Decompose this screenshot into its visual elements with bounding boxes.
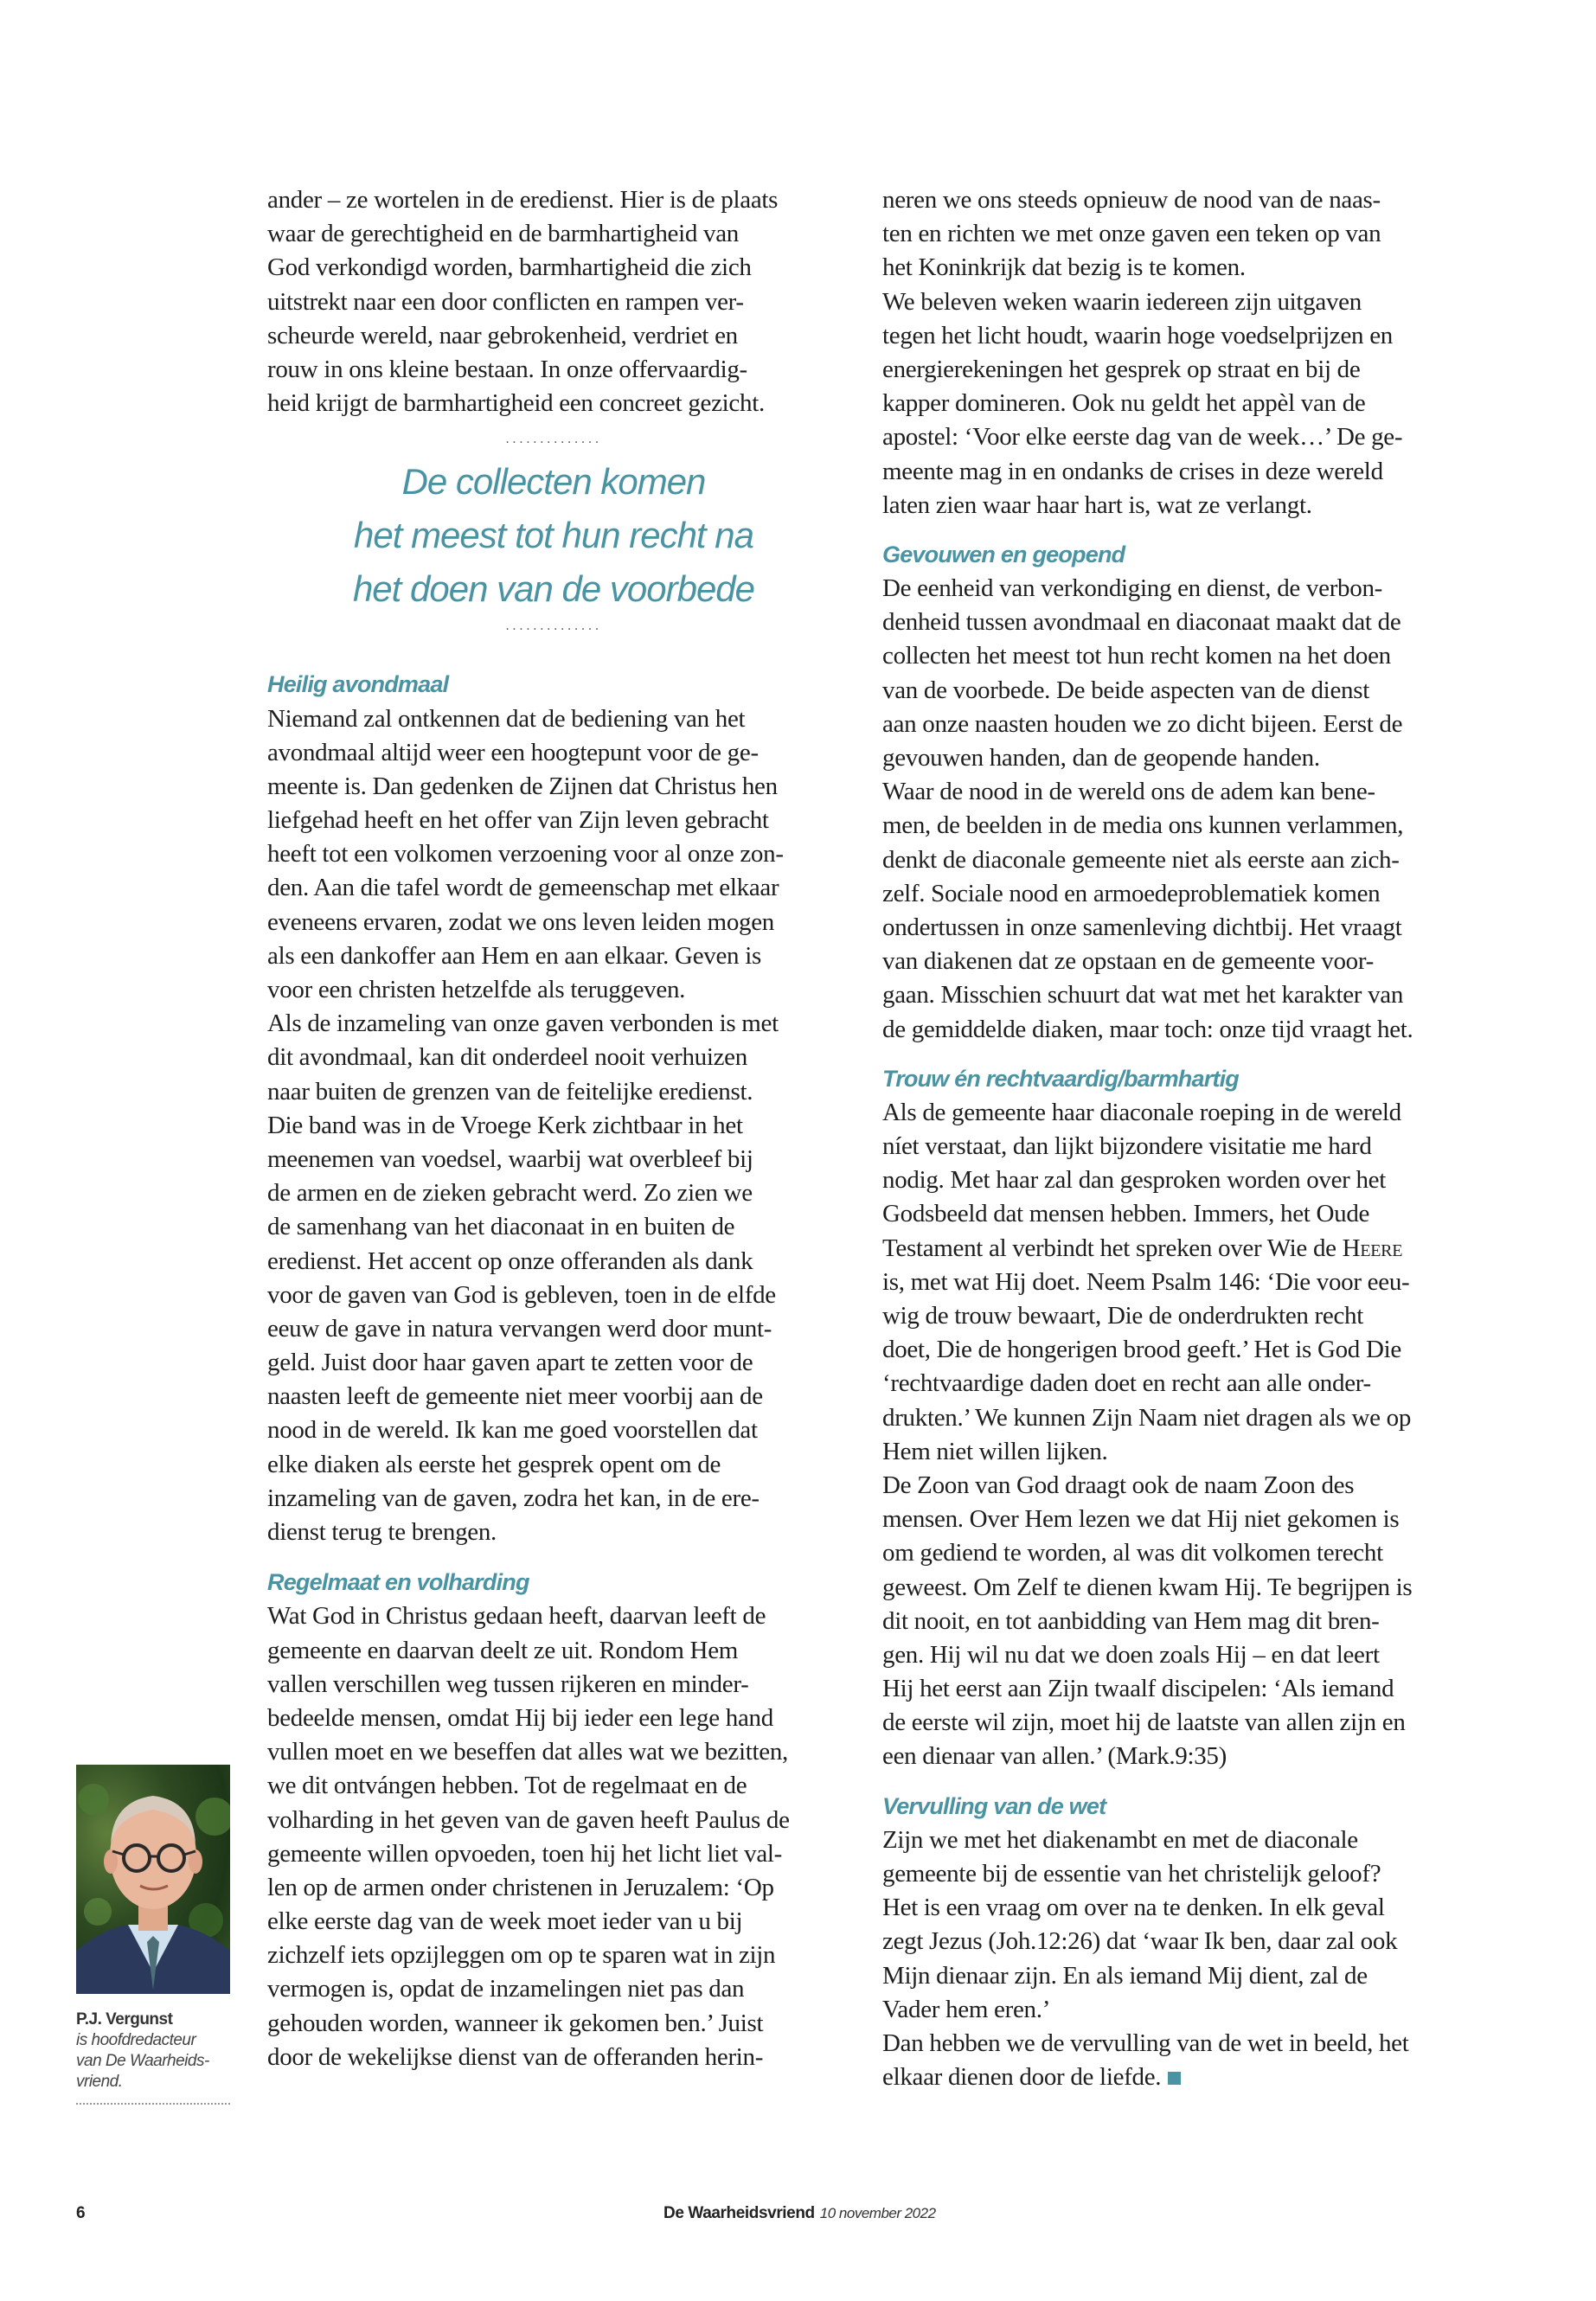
text-line: ten en richten we met onze gaven een teken op van xyxy=(882,220,1381,248)
text-line: naar buiten de grenzen van de feitelijke eredienst. xyxy=(267,1077,753,1106)
section-heading: Gevouwen en geopend xyxy=(882,541,1125,567)
section-gevouwen-en-geopend xyxy=(882,538,1464,1047)
text-line: om gediend te worden, al was dit volkomen terecht xyxy=(882,1539,1383,1567)
text-line: de samenhang van het diaconaat in en buiten de xyxy=(267,1213,735,1241)
text-line: meenemen van voedsel, waarbij wat overbleef bij xyxy=(267,1144,753,1173)
text-line: gaan. Misschien schuurt dat wat met het karakter van xyxy=(882,981,1404,1009)
text-line: gemeente willen opvoeden, toen hij het licht liet val- xyxy=(267,1839,783,1868)
text-line: naasten leeft de gemeente niet meer voorbij aan de xyxy=(267,1382,763,1411)
text-line: waar de gerechtigheid en de barmhartigheid van xyxy=(267,220,740,248)
pull-quote-line: De collecten komen xyxy=(401,461,706,503)
text-line: vullen moet en we beseffen dat alles wat we bezitten, xyxy=(267,1738,788,1766)
text-line: uitstrekt naar een door conflicten en rampen ver- xyxy=(267,287,744,316)
text-line: rouw in ons kleine bestaan. In onze offervaardig- xyxy=(267,355,747,383)
text-line: tegen het licht houdt, waarin hoge voedselprijzen en xyxy=(882,321,1393,349)
text-line: mensen. Over Hem lezen we dat Hij niet gekomen is xyxy=(882,1505,1400,1534)
text-line: eeuw de gave in natura vervangen werd door munt- xyxy=(267,1314,772,1343)
section-heilig-avondmaal xyxy=(267,668,840,1549)
text-line: door de wekelijkse dienst van de offeranden herin- xyxy=(267,2042,764,2071)
text-line: Hij het eerst aan Zijn twaalf discipelen: ‘Als iemand xyxy=(882,1675,1394,1703)
text-line: meente is. Dan gedenken de Zijnen dat Christus hen xyxy=(267,772,778,800)
text-line: den. Aan die tafel wordt de gemeenschap met elkaar xyxy=(267,874,779,902)
text-line: de eerste wil zijn, moet hij de laatste van allen zijn en xyxy=(882,1708,1406,1737)
text-line: elke diaken als eerste het gesprek opent om de xyxy=(267,1450,721,1478)
text-line: vermogen is, opdat de inzamelingen niet pas dan xyxy=(267,1975,745,2003)
text-line: denkt de diaconale gemeente niet als eerste aan zich- xyxy=(882,845,1400,874)
pull-quote-divider-top: .............. xyxy=(505,433,602,447)
text-line: inzameling van de gaven, zodra het kan, in de ere- xyxy=(267,1484,760,1512)
text-line: een dienaar van allen.’ (Mark.9:35) xyxy=(882,1742,1227,1771)
text-line: kapper domineren. Ook nu geldt het appèl van de xyxy=(882,389,1366,418)
text-line: neren we ons steeds opnieuw de nood van de naas- xyxy=(882,186,1381,214)
text-line: heeft tot een volkomen verzoening voor al onze zon- xyxy=(267,840,784,868)
end-of-article-square-icon xyxy=(1168,2072,1181,2085)
section-body xyxy=(267,1599,840,2074)
pull-quote xyxy=(267,429,840,642)
text-line: geld. Juist door haar gaven apart te zetten voor de xyxy=(267,1349,753,1377)
text-line: níet verstaat, dan lijkt bijzondere visitatie me hard xyxy=(882,1132,1372,1161)
text-line: eveneens ervaren, zodat we ons leven leiden mogen xyxy=(267,907,774,936)
text-line: Vader hem eren.’ xyxy=(882,1995,1051,2023)
text-line: gevouwen handen, dan de geopende handen. xyxy=(882,744,1320,772)
text-line: dienst terug te brengen. xyxy=(267,1518,497,1546)
text-line: elkaar dienen door de liefde. xyxy=(882,2061,1464,2094)
text-line: heid krijgt de barmhartigheid een concreet gezicht. xyxy=(267,389,765,418)
section-heading: Trouw én rechtvaardig/barmhartig xyxy=(882,1065,1240,1092)
text-line: de gemiddelde diaken, maar toch: onze tijd vraagt het. xyxy=(882,1015,1413,1043)
text-line: het Koninkrijk dat bezig is te komen. xyxy=(882,253,1246,282)
text-line: vallen verschillen weg tussen rijkeren en minder- xyxy=(267,1670,749,1698)
text-line: collecten het meest tot hun recht komen na het doen xyxy=(882,642,1391,670)
section-heading: Regelmaat en volharding xyxy=(267,1569,529,1596)
intro-paragraph xyxy=(882,183,1464,522)
text-line: liefgehad heeft en het offer van Zijn leven gebracht xyxy=(267,806,769,835)
text-line: van de voorbede. De beide aspecten van de dienst xyxy=(882,676,1369,704)
text-line: Als de gemeente haar diaconale roeping in de wereld xyxy=(882,1098,1401,1126)
text-line: we dit ontvángen hebben. Tot de regelmaat en de xyxy=(267,1772,747,1800)
section-heading: Heilig avondmaal xyxy=(267,671,449,698)
text-line: gehouden worden, wanneer ik gekomen ben.’ Juist xyxy=(267,2009,764,2037)
text-line: Niemand zal ontkennen dat de bediening van het xyxy=(267,704,746,733)
section-body xyxy=(882,1823,1464,2095)
text-line: de armen en de zieken gebracht werd. Zo zien we xyxy=(267,1179,753,1208)
text-line: ondertussen in onze samenleving dichtbij. Het vraagt xyxy=(882,913,1402,941)
text-line: Godsbeeld dat mensen hebben. Immers, het Oude xyxy=(882,1200,1370,1228)
text-line: men, de beelden in de media ons kunnen verlammen, xyxy=(882,811,1404,840)
text-line: drukten.’ We kunnen Zijn Naam niet dragen als we op xyxy=(882,1403,1412,1432)
author-name: P.J. Vergunst xyxy=(76,2010,173,2029)
portrait-illustration-icon xyxy=(76,1765,230,1994)
text-line: dit avondmaal, kan dit onderdeel nooit verhuizen xyxy=(267,1043,747,1072)
author-photo xyxy=(76,1765,230,1994)
text-line: aan onze naasten houden we zo dicht bijeen. Eerst de xyxy=(882,709,1403,738)
text-line: wig de trouw bewaart, Die de onderdrukten recht xyxy=(882,1302,1364,1330)
text-line: laten zien waar haar hart is, wat ze verlangt. xyxy=(882,490,1312,519)
text-line: gemeente en daarvan deelt ze uit. Rondom Hem xyxy=(267,1636,739,1664)
text-line: nood in de wereld. Ik kan me goed voorstellen dat xyxy=(267,1416,758,1445)
section-heading: Vervulling van de wet xyxy=(882,1792,1106,1819)
publication-date: 10 november 2022 xyxy=(819,2205,936,2221)
author-role-line: van De Waarheids- xyxy=(76,2052,209,2070)
section-body xyxy=(267,702,840,1550)
text-line: gen. Hij wil nu dat we doen zoals Hij – en dat leert xyxy=(882,1640,1380,1669)
text-line: De Zoon van God draagt ook de naam Zoon des xyxy=(882,1471,1355,1499)
pull-quote-line: het meest tot hun recht na xyxy=(354,515,753,556)
text-line: als een dankoffer aan Hem en aan elkaar. Geven is xyxy=(267,941,761,970)
section-trouw-en-rechtvaardig xyxy=(882,1062,1464,1774)
section-regelmaat-en-volharding xyxy=(267,1566,840,2074)
text-line: zichzelf iets opzijleggen om op te sparen wat in zijn xyxy=(267,1941,776,1970)
text-line: len op de armen onder christenen in Jeruzalem: ‘Op xyxy=(267,1873,774,1901)
small-caps-word: Heere xyxy=(1342,1234,1403,1262)
section-vervulling-van-de-wet xyxy=(882,1790,1464,2095)
text-line: Zijn we met het diakenambt en met de diaconale xyxy=(882,1825,1358,1854)
text-line: De eenheid van verkondiging en dienst, de verbon- xyxy=(882,574,1383,603)
text-line: van diakenen dat ze opstaan en de gemeente voor- xyxy=(882,947,1374,976)
text-line: dit nooit, en tot aanbidding van Hem mag dit bren- xyxy=(882,1606,1380,1635)
page-number: 6 xyxy=(76,2204,86,2222)
text-line: geweest. Om Zelf te dienen kwam Hij. Te begrijpen is xyxy=(882,1573,1413,1601)
section-body xyxy=(882,572,1464,1047)
text-line: voor een christen hetzelfde als teruggeven. xyxy=(267,976,686,1003)
text-line: Dan hebben we de vervulling van de wet in beeld, het xyxy=(882,2029,1409,2057)
text-line: Waar de nood in de wereld ons de adem kan bene- xyxy=(882,778,1375,806)
right-column xyxy=(882,183,1464,2094)
text-line: ‘rechtvaardige daden doet en recht aan alle onder- xyxy=(882,1369,1371,1398)
text-line: nodig. Met haar zal dan gesproken worden over het xyxy=(882,1166,1387,1195)
text-line: Mijn dienaar zijn. En als iemand Mij dient, zal de xyxy=(882,1961,1368,1990)
text-line: Het is een vraag om over na te denken. In elk geval xyxy=(882,1894,1385,1922)
text-line: is, met wat Hij doet. Neem Psalm 146: ‘Die voor eeu- xyxy=(882,1267,1410,1296)
text-line: zegt Jezus (Joh.12:26) dat ‘waar Ik ben, daar zal ook xyxy=(882,1927,1398,1956)
text-line: apostel: ‘Voor elke eerste dag van de week…’ De ge- xyxy=(882,423,1403,452)
section-body xyxy=(882,1096,1464,1774)
text-line: meente mag in en ondanks de crises in deze wereld xyxy=(882,457,1383,485)
left-column xyxy=(267,183,840,2074)
text-line: doet, Die de hongerigen brood geeft.’ Het is God Die xyxy=(882,1336,1401,1364)
text-line: scheurde wereld, naar gebrokenheid, verdriet en xyxy=(267,321,738,349)
text-line: energierekeningen het gesprek op straat en bij de xyxy=(882,355,1361,383)
text-line: bedeelde mensen, omdat Hij bij ieder een lege hand xyxy=(267,1703,773,1732)
text-line: Hem niet willen lijken. xyxy=(882,1437,1108,1465)
text-line: Die band was in de Vroege Kerk zichtbaar in het xyxy=(267,1111,743,1139)
text-line: Testament al verbindt het spreken over Wie de Heere xyxy=(882,1234,1403,1262)
author-role-line: is hoofdredacteur xyxy=(76,2031,196,2049)
text-line: elke eerste dag van de week moet ieder van u bij xyxy=(267,1907,743,1936)
author-divider xyxy=(76,2103,230,2105)
intro-paragraph xyxy=(267,183,840,420)
text-line: God verkondigd worden, barmhartigheid die zich xyxy=(267,253,752,282)
publication-name: De Waarheidsvriend xyxy=(663,2204,815,2222)
text-line: eredienst. Het accent op onze offeranden als dank xyxy=(267,1247,753,1275)
text-line: Wat God in Christus gedaan heeft, daarvan leeft de xyxy=(267,1602,766,1631)
publication-info xyxy=(663,2204,936,2223)
text-line: volharding in het geven van de gaven heeft Paulus de xyxy=(267,1805,790,1834)
pull-quote-divider-bottom: .............. xyxy=(505,619,602,634)
author-box xyxy=(76,1765,230,2105)
text-line: zelf. Sociale nood en armoedeproblematiek komen xyxy=(882,879,1381,907)
author-role-line: vriend. xyxy=(76,2073,123,2091)
text-line: denheid tussen avondmaal en diaconaat maakt dat de xyxy=(882,608,1401,637)
text-line: gemeente bij de essentie van het christelijk geloof? xyxy=(882,1860,1381,1888)
text-line: avondmaal altijd weer een hoogtepunt voor de ge- xyxy=(267,738,759,766)
text-line: voor de gaven van God is gebleven, toen in de elfde xyxy=(267,1280,776,1309)
text-line: Als de inzameling van onze gaven verbonden is met xyxy=(267,1009,779,1038)
text-line: We beleven weken waarin iedereen zijn uitgaven xyxy=(882,287,1362,316)
pull-quote-line: het doen van de voorbede xyxy=(352,568,755,610)
text-line: ander – ze wortelen in de eredienst. Hier is de plaats xyxy=(267,186,779,214)
